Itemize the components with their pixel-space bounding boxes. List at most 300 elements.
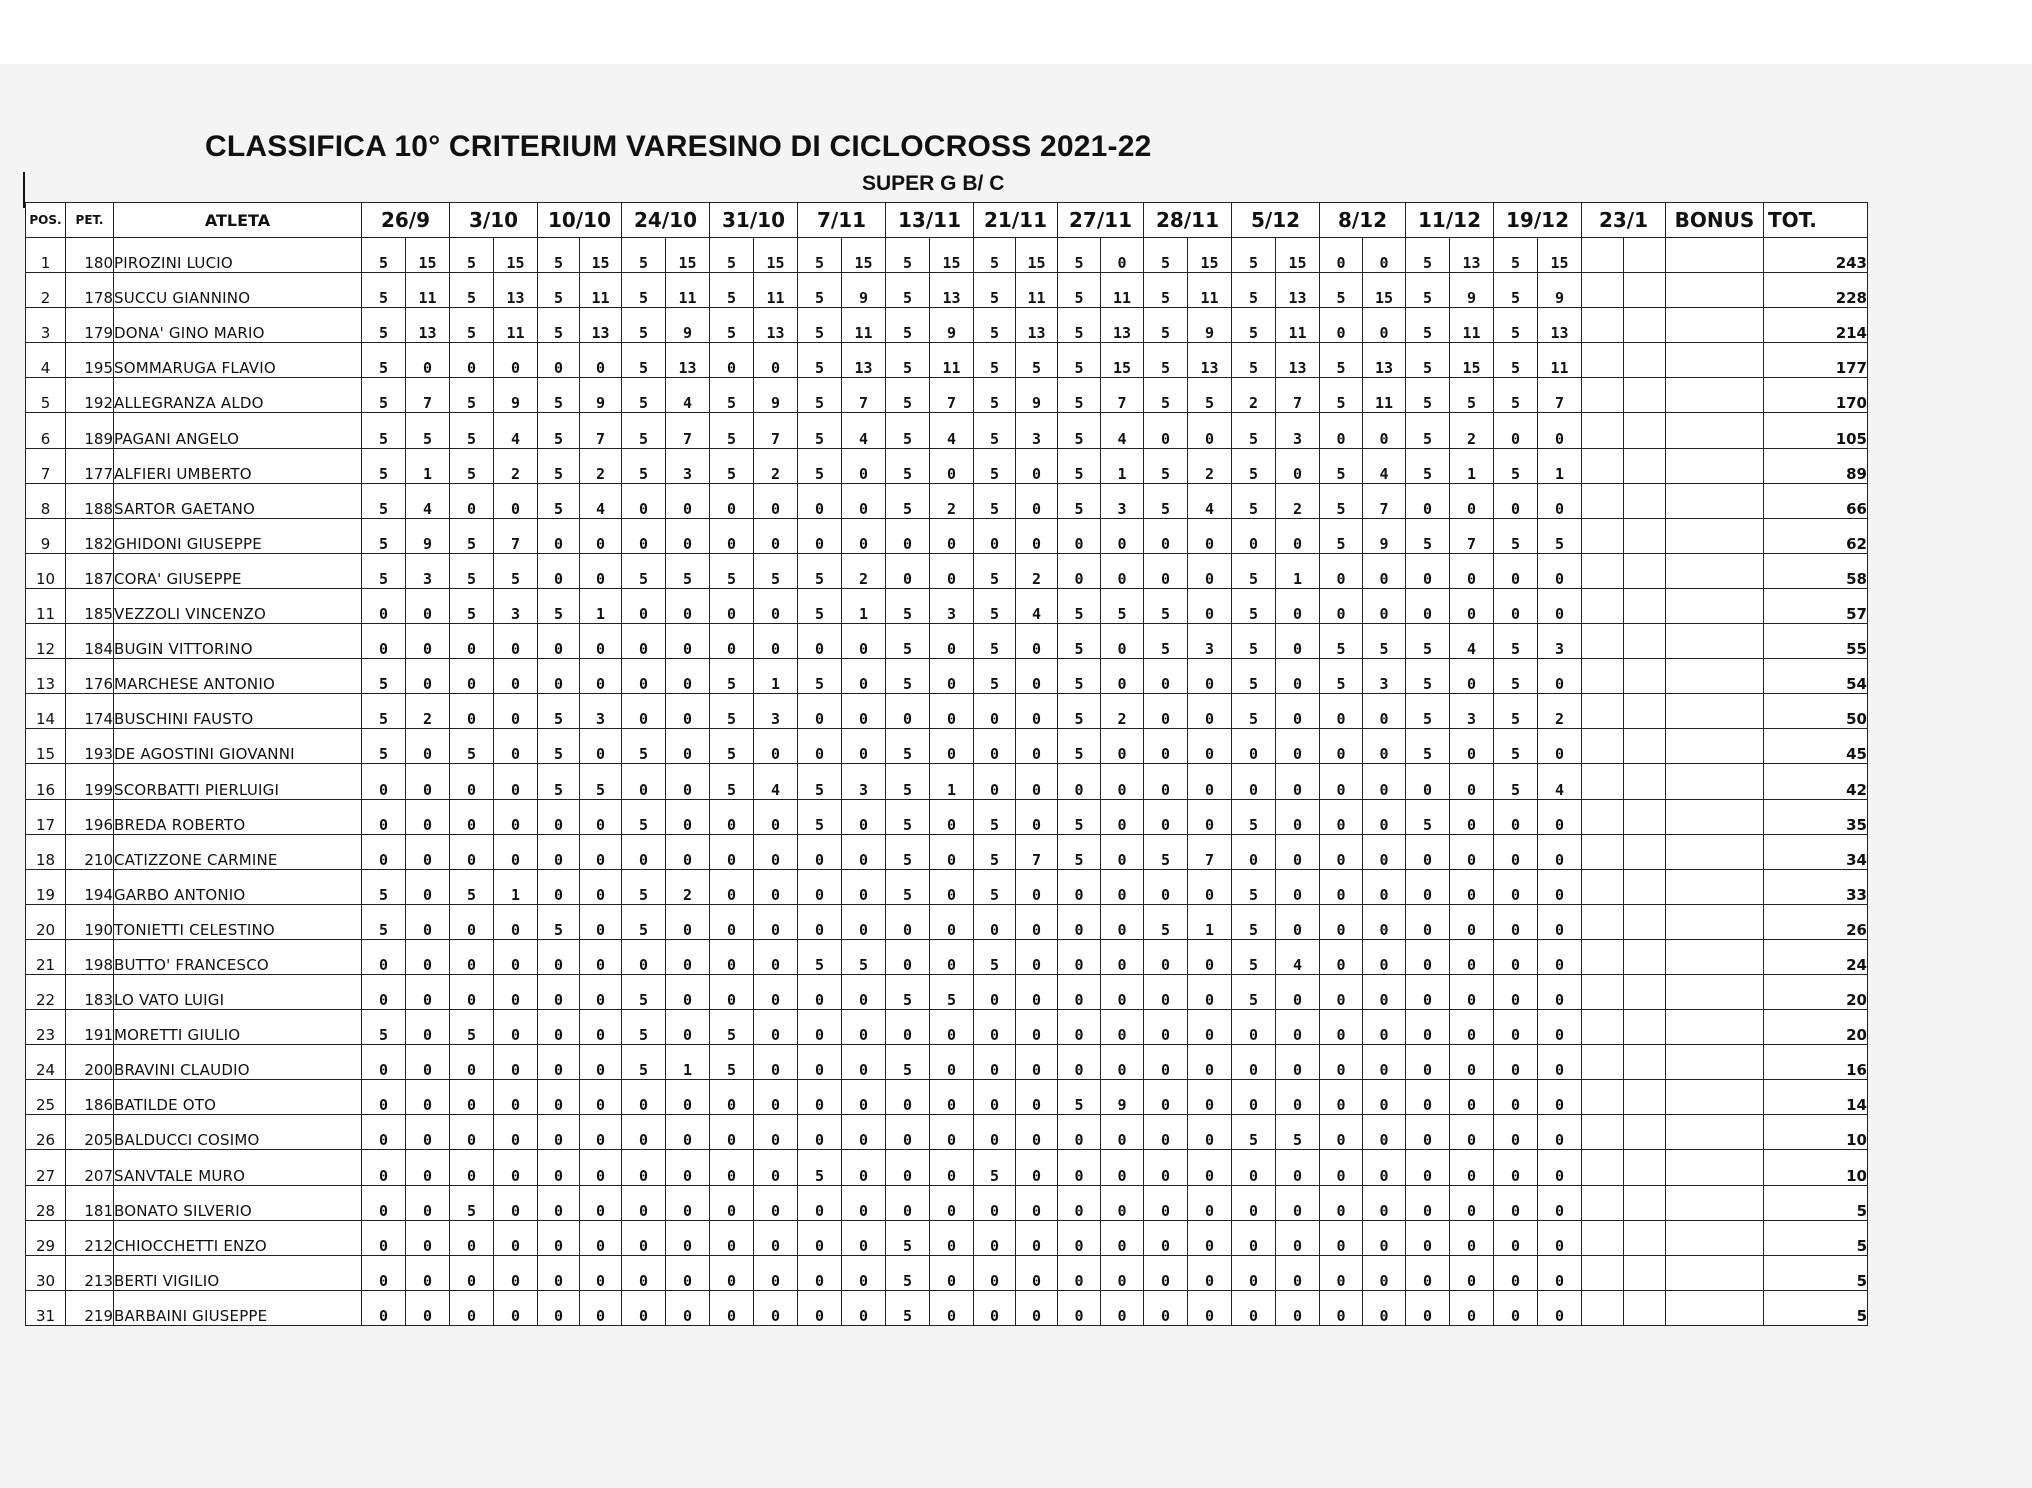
score-cell: 5 xyxy=(450,238,494,273)
score-cell: 1 xyxy=(580,588,622,623)
score-cell: 0 xyxy=(1363,1150,1406,1185)
score-cell: 5 xyxy=(886,624,930,659)
score-cell: 5 xyxy=(1320,518,1363,553)
athlete-name-cell: BONATO SILVERIO xyxy=(114,1185,362,1220)
score-cell: 5 xyxy=(1320,624,1363,659)
score-cell: 0 xyxy=(974,974,1016,1009)
score-cell xyxy=(1624,308,1666,343)
score-cell: 0 xyxy=(710,869,754,904)
score-cell: 5 xyxy=(974,1150,1016,1185)
score-cell: 5 xyxy=(798,659,842,694)
score-cell xyxy=(1624,1255,1666,1290)
score-cell: 0 xyxy=(1494,869,1538,904)
score-cell: 3 xyxy=(1363,659,1406,694)
score-cell: 5 xyxy=(538,904,580,939)
bonus-cell xyxy=(1666,694,1764,729)
score-cell: 0 xyxy=(1188,1115,1232,1150)
score-cell: 0 xyxy=(754,1080,798,1115)
score-cell: 5 xyxy=(450,588,494,623)
score-cell: 5 xyxy=(1144,238,1188,273)
score-cell: 0 xyxy=(666,694,710,729)
score-cell: 13 xyxy=(1363,343,1406,378)
score-cell: 5 xyxy=(1058,273,1101,308)
score-cell: 0 xyxy=(1450,588,1494,623)
score-cell: 0 xyxy=(1320,1290,1363,1325)
athlete-name-cell: BUSCHINI FAUSTO xyxy=(114,694,362,729)
score-cell: 0 xyxy=(666,939,710,974)
score-cell: 0 xyxy=(1101,553,1144,588)
score-cell: 0 xyxy=(1188,1080,1232,1115)
score-cell: 0 xyxy=(494,694,538,729)
score-cell: 1 xyxy=(666,1045,710,1080)
score-cell: 0 xyxy=(842,1150,886,1185)
score-cell: 0 xyxy=(1101,1010,1144,1045)
score-cell: 0 xyxy=(1016,729,1058,764)
score-cell: 0 xyxy=(842,799,886,834)
score-cell: 13 xyxy=(406,308,450,343)
score-cell: 0 xyxy=(1101,518,1144,553)
score-cell: 0 xyxy=(974,1045,1016,1080)
score-cell: 0 xyxy=(1188,588,1232,623)
score-cell: 5 xyxy=(580,764,622,799)
bonus-cell xyxy=(1666,1220,1764,1255)
bib-number-cell: 192 xyxy=(66,378,114,413)
score-cell: 0 xyxy=(974,1220,1016,1255)
score-cell: 0 xyxy=(1320,694,1363,729)
athlete-name-cell: TONIETTI CELESTINO xyxy=(114,904,362,939)
score-cell: 0 xyxy=(1144,659,1188,694)
score-cell: 3 xyxy=(580,694,622,729)
total-cell: 20 xyxy=(1764,1010,1868,1045)
table-row xyxy=(26,694,1868,729)
score-cell: 0 xyxy=(1101,238,1144,273)
total-cell: 54 xyxy=(1764,659,1868,694)
position-cell: 19 xyxy=(26,869,66,904)
athlete-name-cell: DE AGOSTINI GIOVANNI xyxy=(114,729,362,764)
score-cell: 0 xyxy=(1406,1115,1450,1150)
score-cell: 0 xyxy=(1363,799,1406,834)
score-cell: 13 xyxy=(1538,308,1582,343)
score-cell: 0 xyxy=(538,1045,580,1080)
score-cell: 5 xyxy=(362,1010,406,1045)
score-cell: 0 xyxy=(1406,1150,1450,1185)
score-cell xyxy=(1624,273,1666,308)
score-cell: 0 xyxy=(1188,869,1232,904)
score-cell: 3 xyxy=(1538,624,1582,659)
score-cell: 0 xyxy=(580,624,622,659)
athlete-name-cell: SANVTALE MURO xyxy=(114,1150,362,1185)
score-cell: 5 xyxy=(1320,343,1363,378)
score-cell: 0 xyxy=(622,659,666,694)
score-cell: 4 xyxy=(842,413,886,448)
score-cell: 0 xyxy=(886,1010,930,1045)
score-cell: 4 xyxy=(1188,483,1232,518)
header-race-date: 23/1 xyxy=(1582,203,1666,238)
score-cell: 0 xyxy=(1494,974,1538,1009)
score-cell: 0 xyxy=(1363,1045,1406,1080)
bib-number-cell: 174 xyxy=(66,694,114,729)
total-cell: 5 xyxy=(1764,1185,1868,1220)
score-cell: 0 xyxy=(710,588,754,623)
bib-number-cell: 212 xyxy=(66,1220,114,1255)
header-race-date: 24/10 xyxy=(622,203,710,238)
score-cell: 5 xyxy=(1406,659,1450,694)
score-cell: 0 xyxy=(1494,483,1538,518)
score-cell: 0 xyxy=(754,1115,798,1150)
score-cell: 9 xyxy=(1101,1080,1144,1115)
score-cell xyxy=(1582,1185,1624,1220)
score-cell: 0 xyxy=(1450,1010,1494,1045)
total-cell: 42 xyxy=(1764,764,1868,799)
score-cell: 0 xyxy=(494,834,538,869)
score-cell: 2 xyxy=(1538,694,1582,729)
score-cell: 0 xyxy=(1538,1220,1582,1255)
score-cell: 0 xyxy=(538,518,580,553)
score-cell: 0 xyxy=(1232,518,1276,553)
score-cell xyxy=(1582,799,1624,834)
score-cell: 5 xyxy=(450,273,494,308)
score-cell: 5 xyxy=(710,378,754,413)
score-cell: 5 xyxy=(538,413,580,448)
score-cell: 0 xyxy=(1188,764,1232,799)
score-cell: 0 xyxy=(1016,483,1058,518)
score-cell: 0 xyxy=(450,1290,494,1325)
score-cell xyxy=(1624,729,1666,764)
score-cell: 0 xyxy=(842,1010,886,1045)
athlete-name-cell: SUCCU GIANNINO xyxy=(114,273,362,308)
score-cell: 0 xyxy=(1320,834,1363,869)
bonus-cell xyxy=(1666,1080,1764,1115)
score-cell: 0 xyxy=(580,1080,622,1115)
score-cell: 15 xyxy=(406,238,450,273)
score-cell: 0 xyxy=(930,1010,974,1045)
score-cell: 5 xyxy=(710,273,754,308)
score-cell: 5 xyxy=(710,1045,754,1080)
document-subtitle: SUPER G B/ C xyxy=(862,172,1005,195)
score-cell: 0 xyxy=(1144,1220,1188,1255)
score-cell: 9 xyxy=(580,378,622,413)
score-cell: 0 xyxy=(930,904,974,939)
score-cell: 0 xyxy=(362,1220,406,1255)
score-cell: 0 xyxy=(1232,834,1276,869)
total-cell: 10 xyxy=(1764,1150,1868,1185)
position-cell: 1 xyxy=(26,238,66,273)
score-cell: 0 xyxy=(580,1010,622,1045)
table-row xyxy=(26,1255,1868,1290)
score-cell: 0 xyxy=(710,1080,754,1115)
score-cell: 0 xyxy=(666,729,710,764)
score-cell: 2 xyxy=(1232,378,1276,413)
score-cell: 0 xyxy=(580,659,622,694)
score-cell: 0 xyxy=(1538,1290,1582,1325)
score-cell: 5 xyxy=(1232,624,1276,659)
header-race-date: 11/12 xyxy=(1406,203,1494,238)
score-cell: 0 xyxy=(754,904,798,939)
score-cell: 15 xyxy=(842,238,886,273)
score-cell: 0 xyxy=(1320,974,1363,1009)
score-cell: 0 xyxy=(1276,799,1320,834)
score-cell: 0 xyxy=(1144,694,1188,729)
score-cell: 0 xyxy=(1363,1290,1406,1325)
bib-number-cell: 184 xyxy=(66,624,114,659)
score-cell xyxy=(1582,1150,1624,1185)
athlete-name-cell: SCORBATTI PIERLUIGI xyxy=(114,764,362,799)
score-cell: 0 xyxy=(666,518,710,553)
athlete-name-cell: BUGIN VITTORINO xyxy=(114,624,362,659)
bonus-cell xyxy=(1666,273,1764,308)
score-cell: 5 xyxy=(1058,588,1101,623)
score-cell: 0 xyxy=(1276,448,1320,483)
score-cell: 0 xyxy=(1101,799,1144,834)
position-cell: 31 xyxy=(26,1290,66,1325)
score-cell: 5 xyxy=(798,553,842,588)
table-row xyxy=(26,1115,1868,1150)
athlete-name-cell: CORA' GIUSEPPE xyxy=(114,553,362,588)
score-cell: 0 xyxy=(580,1115,622,1150)
score-cell: 0 xyxy=(1363,939,1406,974)
score-cell: 4 xyxy=(1276,939,1320,974)
score-cell: 0 xyxy=(406,1115,450,1150)
bib-number-cell: 200 xyxy=(66,1045,114,1080)
score-cell: 0 xyxy=(1188,1290,1232,1325)
score-cell: 0 xyxy=(1363,869,1406,904)
score-cell: 5 xyxy=(1494,378,1538,413)
score-cell: 0 xyxy=(842,1080,886,1115)
score-cell: 0 xyxy=(710,834,754,869)
score-cell: 0 xyxy=(1406,1185,1450,1220)
document-title: CLASSIFICA 10° CRITERIUM VARESINO DI CICLOCROSS 2021-22 xyxy=(205,130,1152,163)
score-cell: 4 xyxy=(580,483,622,518)
score-cell xyxy=(1624,378,1666,413)
athlete-name-cell: ALFIERI UMBERTO xyxy=(114,448,362,483)
total-cell: 24 xyxy=(1764,939,1868,974)
score-cell: 5 xyxy=(710,1010,754,1045)
score-cell: 0 xyxy=(974,1115,1016,1150)
score-cell: 0 xyxy=(798,1255,842,1290)
score-cell: 5 xyxy=(450,518,494,553)
score-cell: 0 xyxy=(1276,1220,1320,1255)
score-cell xyxy=(1582,1220,1624,1255)
score-cell: 5 xyxy=(886,413,930,448)
score-cell: 3 xyxy=(406,553,450,588)
position-cell: 5 xyxy=(26,378,66,413)
score-cell: 0 xyxy=(798,694,842,729)
score-cell: 0 xyxy=(1232,1290,1276,1325)
score-cell: 0 xyxy=(1363,834,1406,869)
score-cell: 7 xyxy=(494,518,538,553)
bonus-cell xyxy=(1666,343,1764,378)
score-cell: 0 xyxy=(1101,834,1144,869)
score-cell: 5 xyxy=(1144,273,1188,308)
score-cell: 1 xyxy=(1101,448,1144,483)
position-cell: 3 xyxy=(26,308,66,343)
score-cell: 5 xyxy=(974,343,1016,378)
bib-number-cell: 182 xyxy=(66,518,114,553)
score-cell xyxy=(1624,343,1666,378)
total-cell: 62 xyxy=(1764,518,1868,553)
score-cell: 0 xyxy=(494,1010,538,1045)
bib-number-cell: 196 xyxy=(66,799,114,834)
score-cell: 0 xyxy=(1188,413,1232,448)
score-cell xyxy=(1624,939,1666,974)
table-row xyxy=(26,518,1868,553)
score-cell: 5 xyxy=(886,1220,930,1255)
score-cell: 11 xyxy=(1363,378,1406,413)
score-cell: 0 xyxy=(1016,1255,1058,1290)
score-cell: 4 xyxy=(1450,624,1494,659)
score-cell: 0 xyxy=(666,1080,710,1115)
score-cell: 0 xyxy=(538,1150,580,1185)
header-pet: PET. xyxy=(66,203,114,238)
score-cell: 0 xyxy=(842,1290,886,1325)
score-cell: 0 xyxy=(1101,659,1144,694)
score-cell: 0 xyxy=(710,904,754,939)
score-cell: 5 xyxy=(1232,413,1276,448)
score-cell: 0 xyxy=(1016,904,1058,939)
score-cell: 0 xyxy=(842,1045,886,1080)
score-cell: 5 xyxy=(974,413,1016,448)
score-cell: 5 xyxy=(1058,659,1101,694)
score-cell: 0 xyxy=(754,1220,798,1255)
score-cell: 0 xyxy=(1232,1010,1276,1045)
score-cell: 0 xyxy=(710,974,754,1009)
score-cell xyxy=(1624,694,1666,729)
score-cell: 0 xyxy=(710,1255,754,1290)
score-cell: 5 xyxy=(1406,308,1450,343)
score-cell: 0 xyxy=(1450,974,1494,1009)
score-cell: 0 xyxy=(622,834,666,869)
score-cell: 0 xyxy=(1406,483,1450,518)
score-cell: 0 xyxy=(1058,939,1101,974)
position-cell: 24 xyxy=(26,1045,66,1080)
score-cell: 2 xyxy=(494,448,538,483)
score-cell: 0 xyxy=(1363,553,1406,588)
score-cell: 1 xyxy=(930,764,974,799)
table-row xyxy=(26,904,1868,939)
score-cell: 5 xyxy=(798,588,842,623)
score-cell: 0 xyxy=(1363,1115,1406,1150)
score-cell: 0 xyxy=(580,974,622,1009)
score-cell: 5 xyxy=(886,483,930,518)
score-cell: 0 xyxy=(754,483,798,518)
score-cell: 0 xyxy=(1494,1010,1538,1045)
score-cell: 0 xyxy=(450,974,494,1009)
athlete-name-cell: BARBAINI GIUSEPPE xyxy=(114,1290,362,1325)
score-cell: 0 xyxy=(754,1185,798,1220)
table-row xyxy=(26,1150,1868,1185)
score-cell: 5 xyxy=(974,939,1016,974)
score-cell: 5 xyxy=(974,553,1016,588)
score-cell xyxy=(1582,729,1624,764)
score-cell: 5 xyxy=(362,483,406,518)
score-cell xyxy=(1582,378,1624,413)
header-race-date: 19/12 xyxy=(1494,203,1582,238)
score-cell: 0 xyxy=(754,1290,798,1325)
score-cell: 5 xyxy=(1058,729,1101,764)
score-cell: 5 xyxy=(710,308,754,343)
bonus-cell xyxy=(1666,518,1764,553)
score-cell: 5 xyxy=(406,413,450,448)
score-cell: 0 xyxy=(450,694,494,729)
score-cell: 0 xyxy=(666,1010,710,1045)
score-cell: 0 xyxy=(1016,764,1058,799)
score-cell: 0 xyxy=(1276,1150,1320,1185)
score-cell: 0 xyxy=(1450,939,1494,974)
score-cell: 0 xyxy=(538,1220,580,1255)
table-row xyxy=(26,764,1868,799)
score-cell: 5 xyxy=(1232,553,1276,588)
score-cell: 0 xyxy=(1144,553,1188,588)
bonus-cell xyxy=(1666,659,1764,694)
bonus-cell xyxy=(1666,378,1764,413)
score-cell: 0 xyxy=(622,1080,666,1115)
score-cell xyxy=(1582,413,1624,448)
position-cell: 14 xyxy=(26,694,66,729)
score-cell: 0 xyxy=(1058,974,1101,1009)
score-cell xyxy=(1624,799,1666,834)
score-cell: 0 xyxy=(622,624,666,659)
score-cell xyxy=(1624,1115,1666,1150)
score-cell: 3 xyxy=(1101,483,1144,518)
score-cell: 13 xyxy=(1450,238,1494,273)
score-cell: 0 xyxy=(1016,799,1058,834)
score-cell xyxy=(1582,834,1624,869)
score-cell: 11 xyxy=(1188,273,1232,308)
score-cell: 0 xyxy=(1016,1150,1058,1185)
score-cell: 0 xyxy=(1016,869,1058,904)
score-cell: 11 xyxy=(754,273,798,308)
score-cell: 9 xyxy=(930,308,974,343)
bib-number-cell: 213 xyxy=(66,1255,114,1290)
score-cell: 0 xyxy=(1144,799,1188,834)
score-cell: 0 xyxy=(362,764,406,799)
score-cell: 5 xyxy=(362,518,406,553)
score-cell: 5 xyxy=(1320,378,1363,413)
score-cell: 5 xyxy=(974,238,1016,273)
athlete-name-cell: BATILDE OTO xyxy=(114,1080,362,1115)
score-cell: 0 xyxy=(580,904,622,939)
score-cell: 0 xyxy=(362,1290,406,1325)
score-cell xyxy=(1624,974,1666,1009)
bib-number-cell: 194 xyxy=(66,869,114,904)
score-cell: 5 xyxy=(886,308,930,343)
score-cell: 0 xyxy=(450,1115,494,1150)
score-cell: 0 xyxy=(1232,729,1276,764)
score-cell: 0 xyxy=(450,1080,494,1115)
score-cell: 0 xyxy=(930,518,974,553)
score-cell: 5 xyxy=(798,939,842,974)
score-cell: 5 xyxy=(1232,588,1276,623)
header-race-date: 31/10 xyxy=(710,203,798,238)
athlete-name-cell: MARCHESE ANTONIO xyxy=(114,659,362,694)
table-row xyxy=(26,729,1868,764)
score-cell: 5 xyxy=(974,273,1016,308)
athlete-name-cell: SARTOR GAETANO xyxy=(114,483,362,518)
score-cell: 5 xyxy=(1101,588,1144,623)
score-cell xyxy=(1582,273,1624,308)
bib-number-cell: 183 xyxy=(66,974,114,1009)
total-cell: 228 xyxy=(1764,273,1868,308)
athlete-name-cell: PIROZINI LUCIO xyxy=(114,238,362,273)
position-cell: 9 xyxy=(26,518,66,553)
score-cell: 0 xyxy=(450,1150,494,1185)
score-cell: 0 xyxy=(538,834,580,869)
score-cell: 5 xyxy=(1494,659,1538,694)
score-cell: 1 xyxy=(494,869,538,904)
score-cell: 9 xyxy=(842,273,886,308)
score-cell: 0 xyxy=(362,1080,406,1115)
score-cell: 5 xyxy=(1494,273,1538,308)
